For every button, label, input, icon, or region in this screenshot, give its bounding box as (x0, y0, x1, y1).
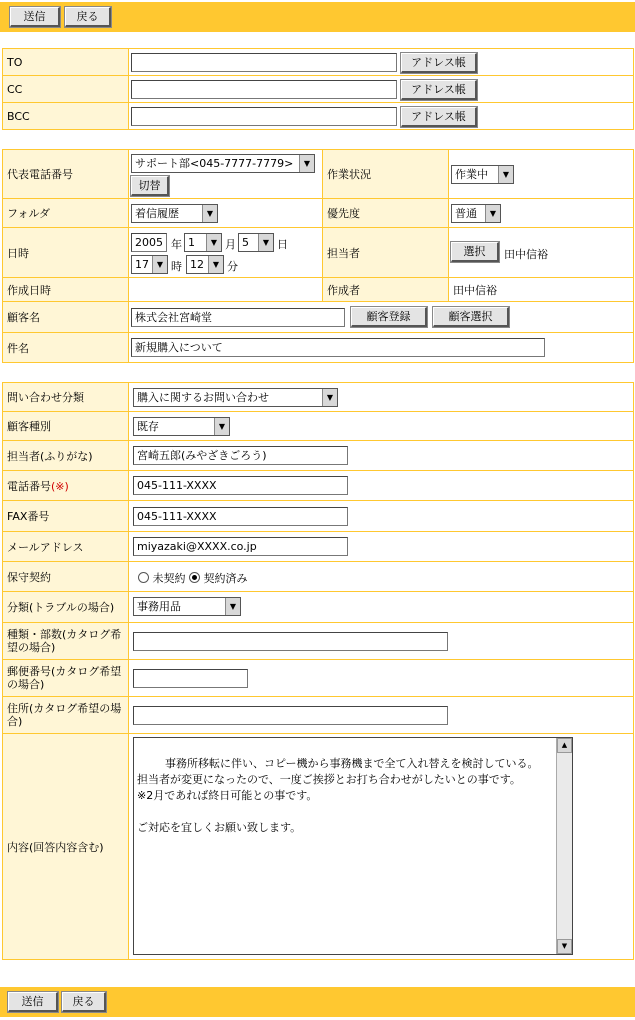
address-input[interactable] (133, 706, 448, 725)
customer-select-button[interactable]: 顧客選択 (433, 307, 509, 327)
hour-select[interactable]: 17 ▼ (131, 255, 168, 274)
recipients-table (2, 48, 634, 130)
year-unit: 年 (171, 238, 182, 251)
content-label: 内容(回答内容含む) (3, 734, 129, 960)
minute-unit: 分 (227, 260, 238, 273)
bcc-address-book-button[interactable]: アドレス帳 (401, 107, 477, 127)
inquiry-type-select[interactable]: 購入に関するお問い合わせ ▼ (133, 388, 338, 407)
to-input[interactable] (131, 53, 397, 72)
inquiry-type-label: 問い合わせ分類 (3, 383, 129, 412)
chevron-down-icon: ▼ (258, 234, 273, 251)
hour-unit: 時 (171, 260, 182, 273)
assignee-name: 田中信裕 (504, 248, 548, 261)
back-button[interactable]: 戻る (65, 7, 111, 27)
customer-label: 顧客名 (3, 302, 129, 333)
send-button[interactable]: 送信 (10, 7, 60, 27)
day-unit: 日 (277, 238, 288, 251)
zip-input[interactable] (133, 669, 248, 688)
tel-label: 電話番号(※) (3, 471, 129, 501)
radio-unchecked-icon[interactable] (138, 572, 149, 583)
catalog-kind-label: 種類・部数(カタログ希望の場合) (3, 623, 129, 660)
fax-label: FAX番号 (3, 501, 129, 532)
cc-label: CC (3, 76, 129, 103)
to-address-book-button[interactable]: アドレス帳 (401, 53, 477, 73)
contract-option-none[interactable]: 未契約 (152, 572, 186, 585)
customer-input[interactable]: 株式会社宮崎堂 (131, 308, 345, 327)
back-button-bottom[interactable]: 戻る (62, 992, 106, 1012)
address-label: 住所(カタログ希望の場合) (3, 697, 129, 734)
month-select[interactable]: 1 ▼ (184, 233, 222, 252)
content-text: 事務所移転に伴い、コピー機から事務機まで全て入れ替えを検討している。 担当者が変更になったので、一度ご挨拶とお打ち合わせがしたいとの事です。 ※2月であれば終日可能との事です。 ご対応を宜しくお願い致します。 (137, 757, 539, 834)
priority-select[interactable]: 普通 ▼ (451, 204, 501, 223)
chevron-down-icon: ▼ (208, 256, 223, 273)
chevron-down-icon: ▼ (485, 205, 500, 222)
phone-select[interactable]: サポート部<045-7777-7779> ▼ (131, 154, 315, 173)
scroll-up-icon[interactable]: ▲ (557, 738, 572, 753)
subject-input[interactable]: 新規購入について (131, 338, 545, 357)
info-table (2, 149, 634, 363)
status-label: 作業状況 (323, 150, 449, 199)
folder-select[interactable]: 着信履歴 ▼ (131, 204, 218, 223)
chevron-down-icon: ▼ (322, 389, 337, 406)
category-label: 分類(トラブルの場合) (3, 592, 129, 623)
customer-register-button[interactable]: 顧客登録 (351, 307, 427, 327)
minute-select[interactable]: 12 ▼ (186, 255, 224, 274)
fax-input[interactable]: 045-111-XXXX (133, 507, 348, 526)
folder-label: フォルダ (3, 199, 129, 228)
to-label: TO (3, 49, 129, 76)
month-unit: 月 (225, 238, 236, 251)
contact-input[interactable]: 宮崎五郎(みやざきごろう) (133, 446, 348, 465)
year-input[interactable]: 2005 (131, 233, 167, 252)
cc-input[interactable] (131, 80, 397, 99)
top-toolbar (0, 2, 635, 32)
category-select[interactable]: 事務用品 ▼ (133, 597, 241, 616)
chevron-down-icon: ▼ (202, 205, 217, 222)
textarea-scrollbar[interactable] (556, 738, 572, 954)
tel-input[interactable]: 045-111-XXXX (133, 476, 348, 495)
content-textarea[interactable] (133, 737, 573, 955)
phone-label: 代表電話番号 (3, 150, 129, 199)
chevron-down-icon: ▼ (225, 598, 240, 615)
chevron-down-icon: ▼ (214, 418, 229, 435)
zip-label: 郵便番号(カタログ希望の場合) (3, 660, 129, 697)
assignee-label: 担当者 (323, 228, 449, 278)
catalog-kind-input[interactable] (133, 632, 448, 651)
chevron-down-icon: ▼ (152, 256, 167, 273)
detail-table (2, 382, 634, 960)
bcc-label: BCC (3, 103, 129, 130)
contract-options (138, 570, 248, 586)
send-button-bottom[interactable]: 送信 (8, 992, 58, 1012)
contract-option-signed[interactable]: 契約済み (203, 572, 248, 585)
datetime-label: 日時 (3, 228, 129, 278)
chevron-down-icon: ▼ (299, 155, 314, 172)
radio-checked-icon[interactable] (189, 572, 200, 583)
subject-label: 件名 (3, 333, 129, 363)
mail-label: メールアドレス (3, 532, 129, 562)
contact-label: 担当者(ふりがな) (3, 441, 129, 471)
switch-button[interactable]: 切替 (131, 176, 169, 196)
cc-address-book-button[interactable]: アドレス帳 (401, 80, 477, 100)
chevron-down-icon: ▼ (498, 166, 513, 183)
day-select[interactable]: 5 ▼ (238, 233, 274, 252)
chevron-down-icon: ▼ (206, 234, 221, 251)
author-name: 田中信裕 (453, 283, 497, 297)
select-assignee-button[interactable]: 選択 (451, 242, 499, 262)
created-label: 作成日時 (3, 278, 129, 302)
status-select[interactable]: 作業中 ▼ (451, 165, 514, 184)
bottom-toolbar (0, 987, 635, 1017)
bcc-input[interactable] (131, 107, 397, 126)
mail-input[interactable]: miyazaki@XXXX.co.jp (133, 537, 348, 556)
author-label: 作成者 (323, 278, 449, 302)
required-mark: (※) (51, 479, 69, 493)
customer-type-select[interactable]: 既存 ▼ (133, 417, 230, 436)
contract-label: 保守契約 (3, 562, 129, 592)
customer-type-label: 顧客種別 (3, 412, 129, 441)
priority-label: 優先度 (323, 199, 449, 228)
scroll-down-icon[interactable]: ▼ (557, 939, 572, 954)
